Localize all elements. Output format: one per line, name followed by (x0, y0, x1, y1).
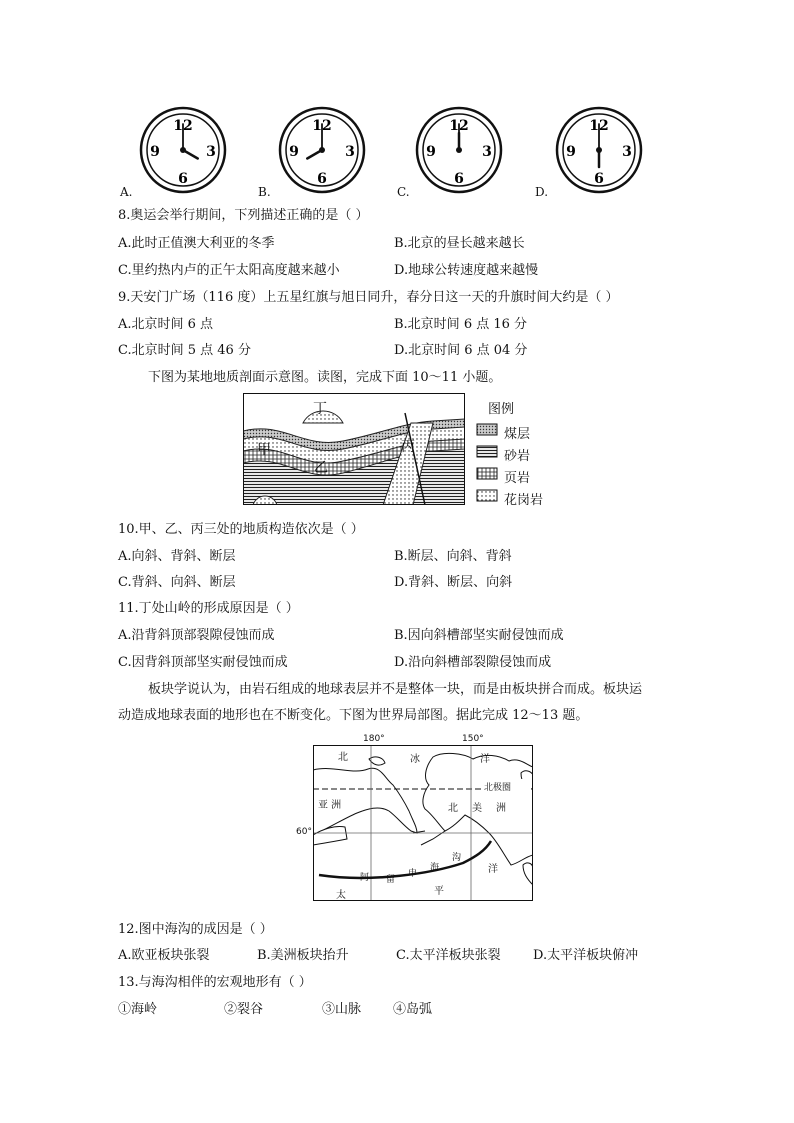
clock-numeral: 6 (454, 171, 464, 187)
legend-coal: 煤层 (504, 427, 531, 442)
plate-intro-line-1: 板块学说认为，由岩石组成的地球表层并不是整体一块，而是由板块拼合而成。板块运 (148, 682, 643, 697)
arctic-ocean-char-2: 冰 (410, 754, 420, 765)
arctic-ocean-char-1: 北 (338, 752, 348, 763)
pacific-char-3: 洋 (488, 864, 498, 875)
legend-granite: 花岗岩 (504, 493, 544, 508)
question-9-option-a: A.北京时间 6 点 (118, 317, 214, 332)
question-8-option-b: B.北京的昼长越来越长 (394, 236, 525, 251)
label-bing: 丙 (401, 439, 415, 455)
clock-d (554, 105, 644, 195)
clock-face (554, 105, 644, 195)
question-13-option-2: ②裂谷 (224, 1002, 264, 1017)
clock-numeral: 9 (566, 144, 576, 160)
clock-center-dot (456, 147, 462, 153)
world-map (313, 745, 533, 901)
plate-intro-line-2: 动造成地球表面的地形也在不断变化。下图为世界局部图。据此完成 12～13 题。 (118, 708, 589, 723)
question-9-option-c: C.北京时间 5 点 46 分 (118, 343, 251, 358)
clock-face (277, 105, 367, 195)
clock-numeral: 3 (482, 144, 492, 160)
option-letter: D. (535, 185, 549, 199)
question-8-option-d: D.地球公转速度越来越慢 (394, 263, 539, 278)
trench-char-5: 沟 (452, 853, 462, 863)
option-letter: C. (397, 185, 410, 199)
clock-b (277, 105, 367, 195)
clock-center-dot (596, 147, 602, 153)
question-12-option-a: A.欧亚板块张裂 (118, 948, 210, 963)
clock-numeral: 3 (345, 144, 355, 160)
legend-sandstone: 砂岩 (504, 449, 531, 464)
clock-numeral: 12 (589, 118, 609, 134)
question-12-option-b: B.美洲板块抬升 (257, 948, 349, 963)
clock-c (414, 105, 504, 195)
clock-numeral: 6 (317, 171, 327, 187)
option-letter: A. (120, 185, 133, 199)
trench-char-3: 申 (408, 869, 418, 879)
pacific-char-2: 平 (434, 886, 444, 897)
clock-center-dot (180, 147, 186, 153)
trench-char-2: 留 (386, 875, 396, 885)
geology-intro: 下图为某地地质剖面示意图。读图，完成下面 10～11 小题。 (148, 370, 502, 385)
trench-char-1: 阿 (360, 873, 370, 883)
question-13-option-1: ①海岭 (118, 1002, 158, 1017)
clock-numeral: 6 (178, 171, 188, 187)
clock-numeral: 3 (622, 144, 632, 160)
longitude-150: 150° (462, 734, 484, 744)
clock-face (138, 105, 228, 195)
question-9-option-b: B.北京时间 6 点 16 分 (394, 317, 528, 332)
question-11-option-b: B.因向斜槽部坚实耐侵蚀而成 (394, 628, 564, 643)
question-10-option-a: A.向斜、背斜、断层 (118, 549, 236, 564)
question-10-stem: 10.甲、乙、丙三处的地质构造依次是（ ） (118, 522, 364, 537)
legend-swatches (476, 422, 500, 502)
shale-swatch (477, 468, 497, 479)
clock-numeral: 6 (594, 171, 604, 187)
question-10-option-d: D.背斜、断层、向斜 (394, 575, 513, 590)
question-13-stem: 13.与海沟相伴的宏观地形有（ ） (118, 975, 312, 990)
latitude-60: 60° (296, 827, 312, 837)
clock-a (138, 105, 228, 195)
clock-numeral: 12 (449, 118, 469, 134)
clock-face (414, 105, 504, 195)
clock-center-dot (319, 147, 325, 153)
label-yi: 乙 (314, 460, 328, 476)
question-9-stem: 9.天安门广场（116 度）上五星红旗与旭日同升，春分日这一天的升旗时间大约是（ ） (118, 290, 619, 305)
clock-numeral: 9 (426, 144, 436, 160)
label-ding: 丁 (313, 401, 327, 417)
question-11-option-d: D.沿向斜槽部裂隙侵蚀而成 (394, 655, 552, 670)
clock-numeral: 12 (173, 118, 193, 134)
question-10-option-c: C.背斜、向斜、断层 (118, 575, 236, 590)
arctic-circle-label: 北极圈 (484, 783, 512, 793)
label-jia: 甲 (257, 442, 271, 458)
north-america-char-2: 美 (472, 803, 482, 814)
granite-swatch (477, 490, 497, 501)
geology-cross-section (243, 393, 465, 505)
question-8-stem: 8.奥运会举行期间，下列描述正确的是（ ） (118, 208, 369, 223)
question-12-option-d: D.太平洋板块俯冲 (533, 948, 639, 963)
option-letter: B. (258, 185, 271, 199)
question-11-stem: 11.丁处山岭的形成原因是（ ） (118, 601, 299, 616)
question-12-stem: 12.图中海沟的成因是（ ） (118, 922, 273, 937)
longitude-180: 180° (363, 734, 385, 744)
question-11-option-a: A.沿背斜顶部裂隙侵蚀而成 (118, 628, 275, 643)
legend-shale: 页岩 (504, 471, 531, 486)
question-13-option-3: ③山脉 (322, 1002, 362, 1017)
question-12-option-c: C.太平洋板块张裂 (396, 948, 501, 963)
question-13-option-4: ④岛弧 (393, 1002, 433, 1017)
coal-swatch (477, 424, 497, 435)
question-9-option-d: D.北京时间 6 点 04 分 (394, 343, 528, 358)
pacific-char-1: 太 (336, 890, 346, 901)
clock-numeral: 9 (150, 144, 160, 160)
question-8-option-a: A.此时正值澳大利亚的冬季 (118, 236, 275, 251)
clock-numeral: 9 (289, 144, 299, 160)
asia-label: 亚 洲 (318, 800, 342, 811)
clock-numeral: 3 (206, 144, 216, 160)
north-america-char-1: 北 (448, 803, 458, 814)
question-8-option-c: C.里约热内卢的正午太阳高度越来越小 (118, 263, 340, 278)
north-america-char-3: 洲 (496, 803, 506, 814)
trench-char-4: 海 (430, 863, 440, 873)
question-10-option-b: B.断层、向斜、背斜 (394, 549, 512, 564)
sandstone-swatch (477, 446, 497, 457)
question-11-option-c: C.因背斜顶部坚实耐侵蚀而成 (118, 655, 288, 670)
clock-numeral: 12 (312, 118, 332, 134)
arctic-ocean-char-3: 洋 (480, 754, 490, 765)
legend-title: 图例 (488, 402, 515, 417)
